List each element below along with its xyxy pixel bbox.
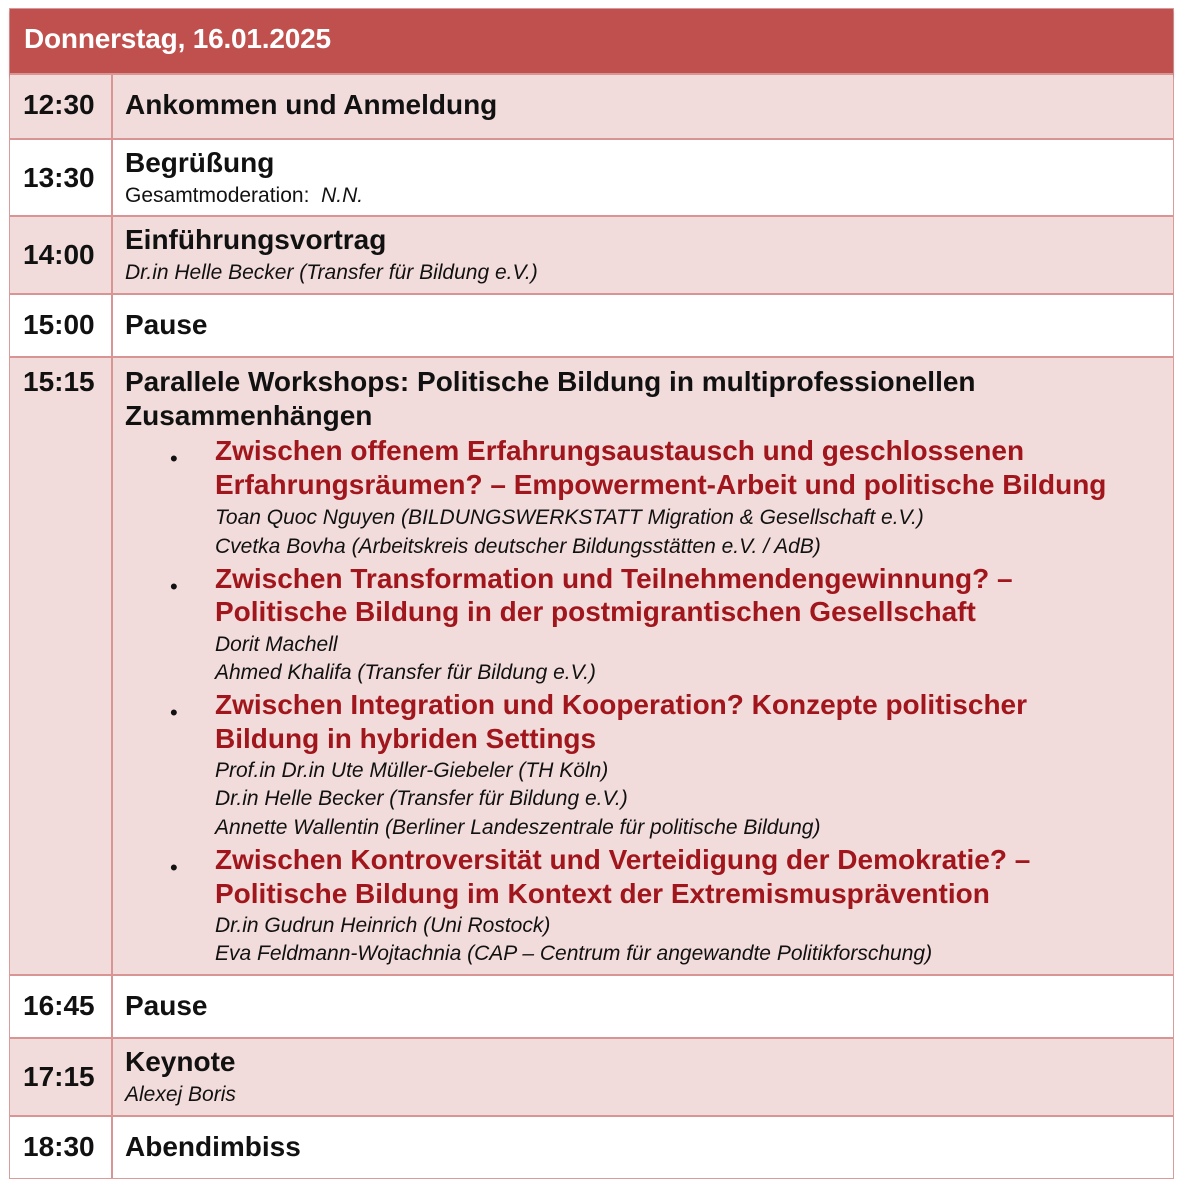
schedule-row — [10, 215, 1173, 293]
workshop-speaker: Toan Quoc Nguyen (BILDUNGSWERKSTATT Migration & Gesellschaft e.V.) — [215, 506, 924, 529]
workshop-speaker: Eva Feldmann-Wojtachnia (CAP – Centrum für angewandte Politikforschung) — [215, 942, 933, 965]
schedule-row — [10, 1037, 1173, 1115]
row-time: 18:30 — [23, 1131, 95, 1162]
column-divider — [111, 75, 113, 138]
workshop-speaker: Dr.in Gudrun Heinrich (Uni Rostock) — [215, 914, 551, 937]
row-title: Keynote — [125, 1046, 236, 1077]
row-title: Einführungsvortrag — [125, 224, 387, 255]
column-divider — [111, 358, 113, 974]
bullet-icon: • — [170, 855, 178, 880]
row-time: 16:45 — [23, 990, 95, 1021]
workshop-speaker: Dr.in Helle Becker (Transfer für Bildung e.V.) — [215, 787, 628, 810]
row-title: Pause — [125, 309, 208, 340]
row-time: 17:15 — [23, 1061, 95, 1092]
row-title-line2: Zusammenhängen — [125, 400, 373, 431]
row-time: 15:00 — [23, 309, 95, 340]
column-divider — [111, 140, 113, 215]
row-title: Begrüßung — [125, 147, 275, 178]
schedule-row — [10, 1115, 1173, 1178]
schedule-table — [9, 8, 1174, 1179]
column-divider — [111, 295, 113, 356]
bullet-icon: • — [170, 574, 178, 599]
schedule-row — [10, 293, 1173, 356]
bullet-icon: • — [170, 700, 178, 725]
row-time: 13:30 — [23, 162, 95, 193]
bullet-icon: • — [170, 446, 178, 471]
workshop-title: Erfahrungsräumen? – Empowerment-Arbeit und politische Bildung — [215, 469, 1107, 500]
schedule-row-workshops — [10, 356, 1173, 974]
row-time: 15:15 — [23, 366, 95, 397]
column-divider — [111, 976, 113, 1037]
workshop-speaker: Annette Wallentin (Berliner Landeszentrale für politische Bildung) — [215, 816, 821, 839]
schedule-row — [10, 974, 1173, 1037]
row-title: Abendimbiss — [125, 1131, 301, 1162]
row-title: Pause — [125, 990, 208, 1021]
workshop-title: Bildung in hybriden Settings — [215, 723, 597, 754]
column-divider — [111, 217, 113, 293]
workshop-title: Zwischen Integration und Kooperation? Konzepte politischer — [215, 689, 1028, 720]
workshop-speaker: Dorit Machell — [215, 633, 338, 656]
workshop-title: Politische Bildung im Kontext der Extremismusprävention — [215, 878, 990, 909]
day-title: Donnerstag, 16.01.2025 — [24, 23, 331, 54]
row-title: Ankommen und Anmeldung — [125, 89, 498, 120]
schedule-row — [10, 138, 1173, 215]
workshop-title: Zwischen Kontroversität und Verteidigung der Demokratie? – — [215, 844, 1031, 875]
day-header — [10, 9, 1173, 75]
workshop-title: Zwischen Transformation und Teilnehmendengewinnung? – — [215, 563, 1013, 594]
moderation-label: Gesamtmoderation: — [125, 184, 310, 207]
workshop-title: Zwischen offenem Erfahrungsaustausch und geschlossenen — [215, 435, 1025, 466]
column-divider — [111, 1117, 113, 1178]
workshop-speaker: Ahmed Khalifa (Transfer für Bildung e.V.) — [215, 661, 596, 684]
schedule-row — [10, 73, 1173, 138]
workshop-speaker: Prof.in Dr.in Ute Müller-Giebeler (TH Köln) — [215, 759, 609, 782]
row-time: 12:30 — [23, 89, 95, 120]
row-speaker: Alexej Boris — [125, 1083, 236, 1106]
column-divider — [111, 1039, 113, 1115]
row-title-line1: Parallele Workshops: Politische Bildung in multiprofessionellen — [125, 366, 976, 397]
workshop-speaker: Cvetka Bovha (Arbeitskreis deutscher Bildungsstätten e.V. / AdB) — [215, 535, 821, 558]
row-time: 14:00 — [23, 239, 95, 270]
moderation-value: N.N. — [321, 184, 364, 207]
row-subtitle — [125, 184, 363, 208]
row-speaker: Dr.in Helle Becker (Transfer für Bildung e.V.) — [125, 261, 538, 284]
workshop-title: Politische Bildung in der postmigrantischen Gesellschaft — [215, 596, 976, 627]
